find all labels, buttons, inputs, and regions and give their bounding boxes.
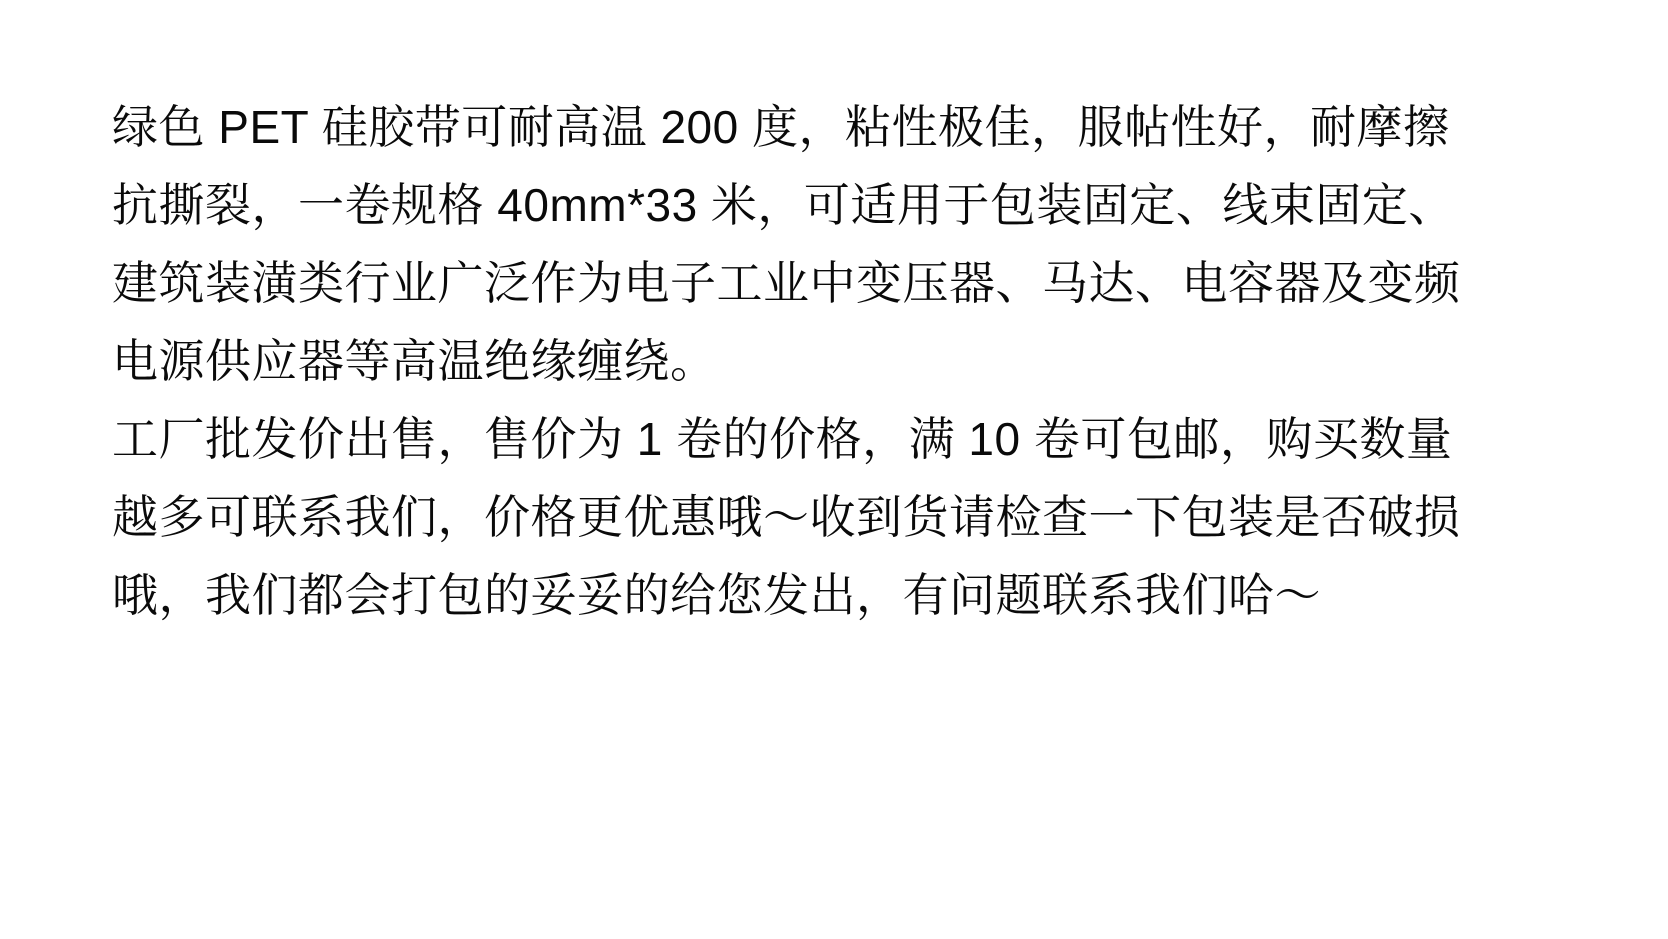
paragraph-product-description: 绿色 PET 硅胶带可耐高温 200 度，粘性极佳，服帖性好，耐摩擦抗撕裂，一卷规格 40mm*33 米，可适用于包装固定、线束固定、建筑装潢类行业广泛作为电子工业中变压器、马达、电容器及变频电源供应器等高温绝缘缠绕。	[112, 101, 1461, 387]
paragraph-sales-terms: 工厂批发价出售，售价为 1 卷的价格，满 10 卷可包邮，购买数量越多可联系我们，价格更优惠哦～收到货请检查一下包装是否破损哦，我们都会打包的妥妥的给您发出，有问题联系我们哈～	[112, 413, 1461, 621]
document-body	[112, 88, 1488, 634]
